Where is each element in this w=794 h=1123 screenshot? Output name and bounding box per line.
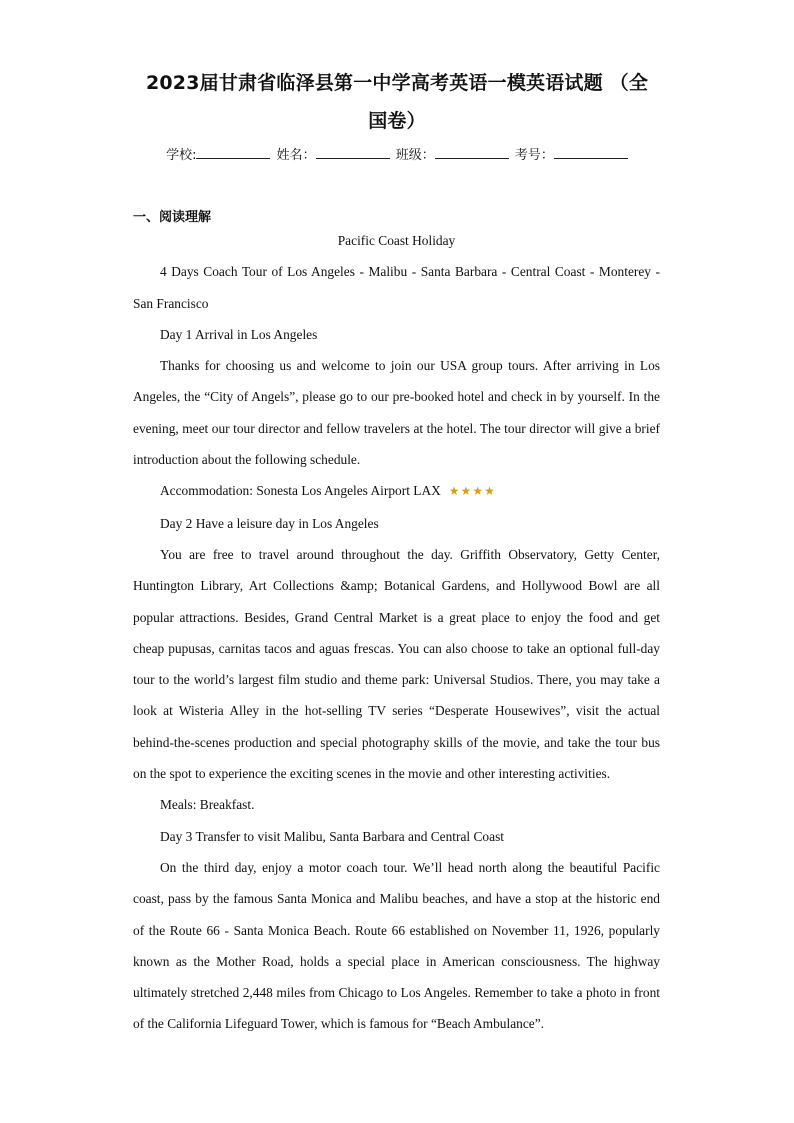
day2-text: You are free to travel around throughout the day. Griffith Observatory, Getty Center, Huntington Library, Art Collections &amp; Botanical Gardens, and Hollywood Bowl are all popular attractions. Besides, Grand Central Market is a great place to enjoy the food and get cheap pupusas, carnitas tacos and aguas frescas. You can also choose to take an optional full-day tour to the world’s largest film studio and theme park: Universal Studios. There, you may take a look at Wisteria Alley in the hot-selling TV series “Desperate Housewives”, visit the actual behind-the-scenes production and special photography skills of the movie, and take the tour bus on the spot to experience the exciting scenes in the movie and other interesting activities. — [133, 546, 660, 782]
school-field[interactable] — [166, 144, 270, 163]
day3-text: On the third day, enjoy a motor coach tour. We’ll head north along the beautiful Pacific coast, pass by the famous Santa Monica and Malibu beaches, and have a stop at the historic end of the Route 66 - Santa Monica Beach. Route 66 established on November 11, 1926, popularly known as the Mother Road, holds a special place in American consciousness. The highway ultimately stretched 2,448 miles from Chicago to Los Angeles. Remember to take a photo in front of the California Lifeguard Tower, which is famous for “Beach Ambulance”. — [133, 859, 660, 1032]
exam-number-label: 考号： — [514, 148, 554, 163]
passage-title: Pacific Coast Holiday — [337, 233, 456, 248]
reading-passage — [133, 225, 660, 1040]
exam-number-field[interactable] — [515, 144, 628, 163]
exam-number-blank[interactable] — [554, 146, 628, 159]
document-title — [120, 64, 674, 140]
section-heading: 一、阅读理解 — [133, 210, 212, 225]
name-field[interactable] — [277, 144, 390, 163]
day1-heading: Day 1 Arrival in Los Angeles — [160, 326, 318, 342]
class-label: 班级： — [395, 148, 435, 163]
accommodation-text: Accommodation: Sonesta Los Angeles Airport LAX — [160, 483, 441, 499]
student-info-fields — [0, 144, 794, 163]
day3-heading: Day 3 Transfer to visit Malibu, Santa Barbara and Central Coast — [160, 828, 505, 844]
class-blank[interactable] — [435, 146, 509, 159]
day2-heading: Day 2 Have a leisure day in Los Angeles — [160, 515, 379, 531]
day1-text: Thanks for choosing us and welcome to join our USA group tours. After arriving in Los Angeles, the “City of Angels”, please go to our pre-booked hotel and check in by yourself. In the evening, meet our tour director and fellow travelers at the hotel. The tour director will give a brief introduction about the following schedule. — [133, 358, 660, 468]
star-rating-icon: ★★★★ — [448, 484, 496, 499]
name-label: 姓名： — [276, 148, 316, 163]
accommodation-line — [133, 475, 660, 507]
class-field[interactable] — [396, 144, 509, 163]
passage-subtitle: 4 Days Coach Tour of Los Angeles - Malibu - Santa Barbara - Central Coast - Monterey - San Francisco — [133, 264, 660, 311]
school-label: 学校: — [166, 148, 197, 163]
name-blank[interactable] — [316, 146, 390, 159]
title-line-1: 2023届甘肃省临泽县第一中学高考英语一模英语试题 （全 — [145, 72, 649, 94]
meals-line: Meals: Breakfast. — [160, 797, 255, 813]
title-line-2: 国卷） — [368, 110, 426, 132]
school-blank[interactable] — [196, 146, 270, 159]
